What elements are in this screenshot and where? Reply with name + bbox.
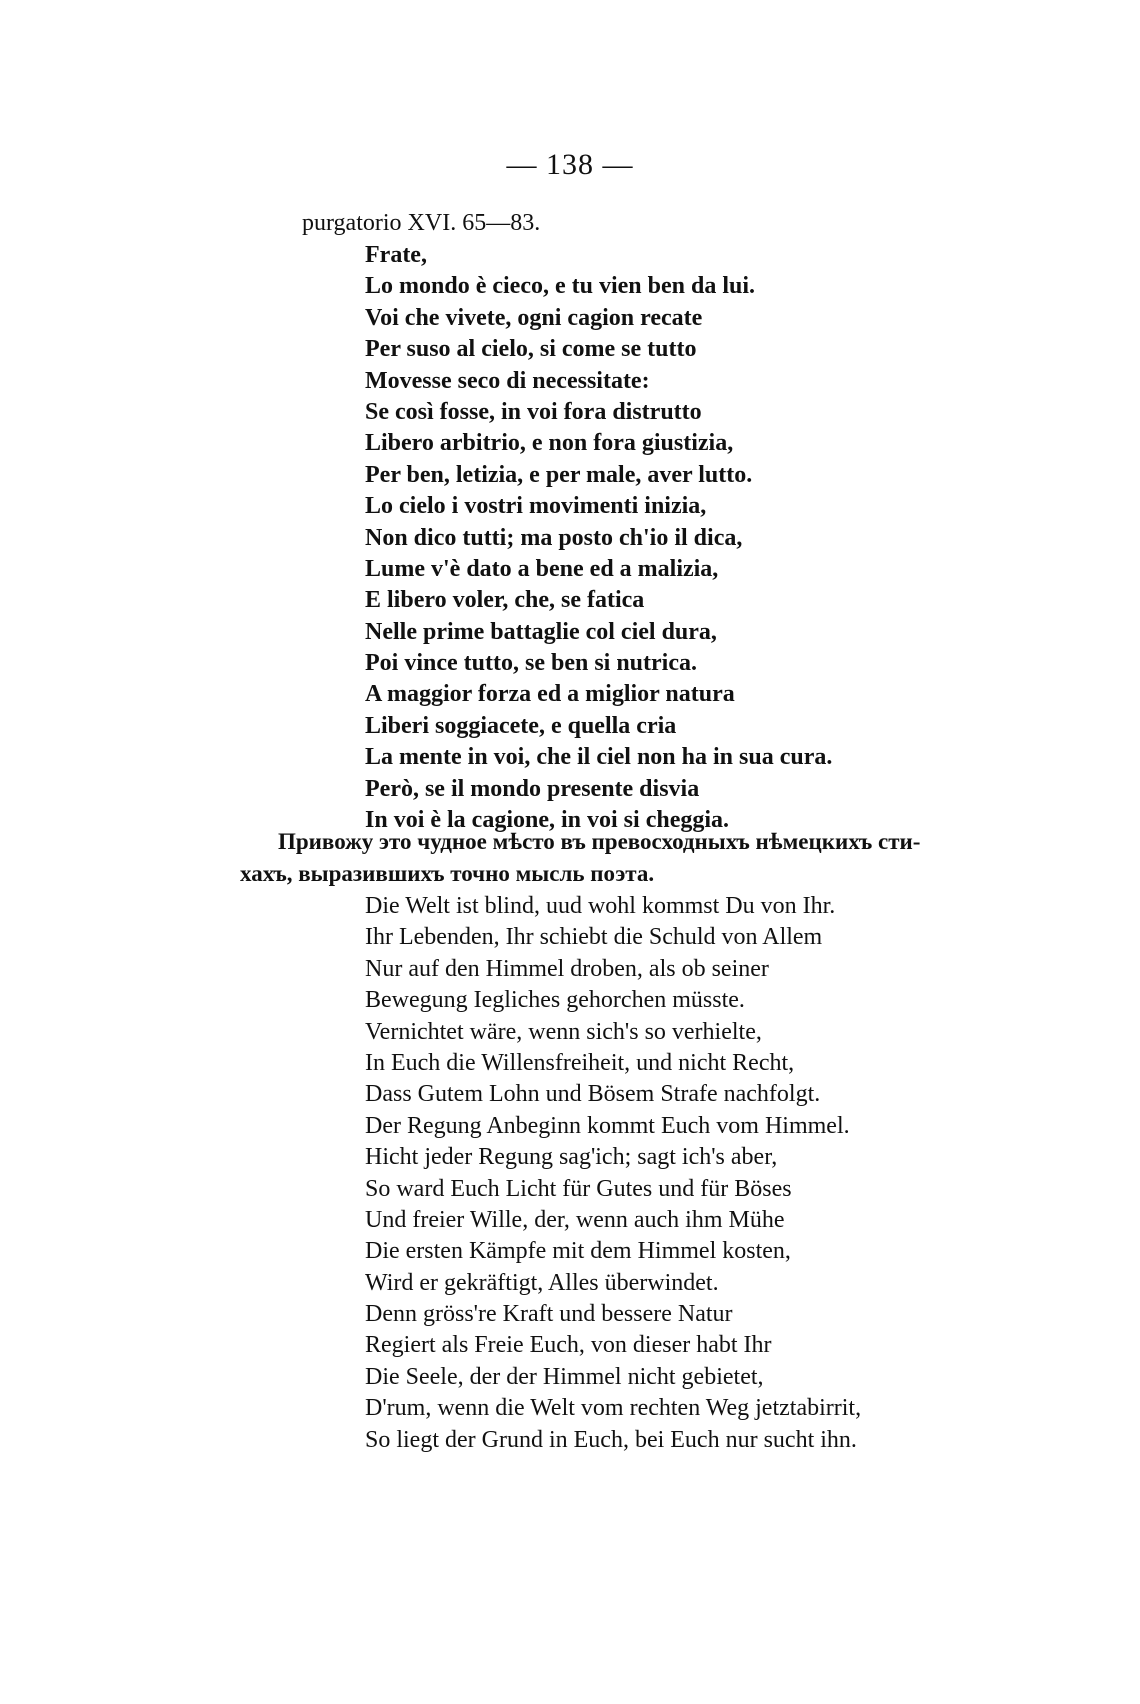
verse-line: Lume v'è dato a bene ed a malizia, <box>365 555 719 582</box>
verse-line: E libero voler, che, se fatica <box>365 587 645 614</box>
verse-line: Bewegung Iegliches gehorchen müsste. <box>365 987 745 1014</box>
verse-line: Regiert als Freie Euch, von dieser habt Ihr <box>365 1332 772 1359</box>
verse-line: Nur auf den Himmel droben, als ob seiner <box>365 955 769 982</box>
verse-line: Se così fosse, in voi fora distrutto <box>365 398 702 425</box>
verse-line: Per suso al cielo, si come se tutto <box>365 336 697 363</box>
verse-line: Libero arbitrio, e non fora giustizia, <box>365 430 734 457</box>
verse-line: So liegt der Grund in Euch, bei Euch nur sucht ihn. <box>365 1426 857 1453</box>
verse-line: Ihr Lebenden, Ihr schiebt die Schuld von Allem <box>365 924 823 951</box>
verse-line: Denn gröss're Kraft und bessere Natur <box>365 1301 733 1328</box>
italian-verse-block <box>365 240 832 836</box>
verse-line: Und freier Wille, der, wenn auch ihm Mühe <box>365 1206 785 1233</box>
page-number: — 138 — <box>506 148 634 181</box>
russian-commentary <box>240 826 1060 890</box>
verse-line: Lo cielo i vostri movimenti inizia, <box>365 493 707 520</box>
commentary-line: Привожу это чудное мѣсто въ превосходныхъ нѣмецкихъ сти- <box>278 829 921 854</box>
verse-line: La mente in voi, che il ciel non ha in sua cura. <box>365 744 833 771</box>
verse-line: In Euch die Willensfreiheit, und nicht Recht, <box>365 1049 795 1076</box>
verse-line: Lo mondo è cieco, e tu vien ben da lui. <box>365 273 756 300</box>
german-verse-block <box>365 891 861 1456</box>
verse-line: Frate, <box>365 242 427 268</box>
verse-line: Vernichtet wäre, wenn sich's so verhielte, <box>365 1018 762 1045</box>
verse-line: A maggior forza ed a miglior natura <box>365 681 735 708</box>
verse-line: Liberi soggiacete, e quella cria <box>365 712 677 739</box>
verse-line: Non dico tutti; ma posto ch'io il dica, <box>365 524 743 551</box>
verse-line: Hicht jeder Regung sag'ich; sagt ich's aber, <box>365 1144 778 1171</box>
verse-line: Der Regung Anbeginn kommt Euch vom Himmel. <box>365 1112 850 1139</box>
verse-line: Poi vince tutto, se ben si nutrica. <box>365 650 697 677</box>
verse-line: Die Welt ist blind, uud wohl kommst Du von Ihr. <box>365 893 836 919</box>
verse-line: So ward Euch Licht für Gutes und für Böses <box>365 1175 792 1202</box>
verse-line: Voi che vivete, ogni cagion recate <box>365 304 703 331</box>
verse-line: In voi è la cagione, in voi si cheggia. <box>365 807 730 834</box>
verse-line: Dass Gutem Lohn und Bösem Strafe nachfolgt. <box>365 1081 821 1108</box>
verse-line: D'rum, wenn die Welt vom rechten Weg jetztabirrit, <box>365 1395 862 1422</box>
source-reference: purgatorio XVI. 65—83. <box>302 210 541 236</box>
verse-line: Nelle prime battaglie col ciel dura, <box>365 618 717 645</box>
verse-line: Per ben, letizia, e per male, aver lutto. <box>365 461 753 488</box>
verse-line: Però, se il mondo presente disvia <box>365 775 700 802</box>
verse-line: Wird er gekräftigt, Alles überwindet. <box>365 1269 719 1296</box>
verse-line: Die ersten Kämpfe mit dem Himmel kosten, <box>365 1238 791 1265</box>
commentary-line: хахъ, выразившихъ точно мысль поэта. <box>240 861 655 886</box>
verse-line: Movesse seco di necessitate: <box>365 367 650 394</box>
verse-line: Die Seele, der der Himmel nicht gebietet, <box>365 1363 764 1390</box>
